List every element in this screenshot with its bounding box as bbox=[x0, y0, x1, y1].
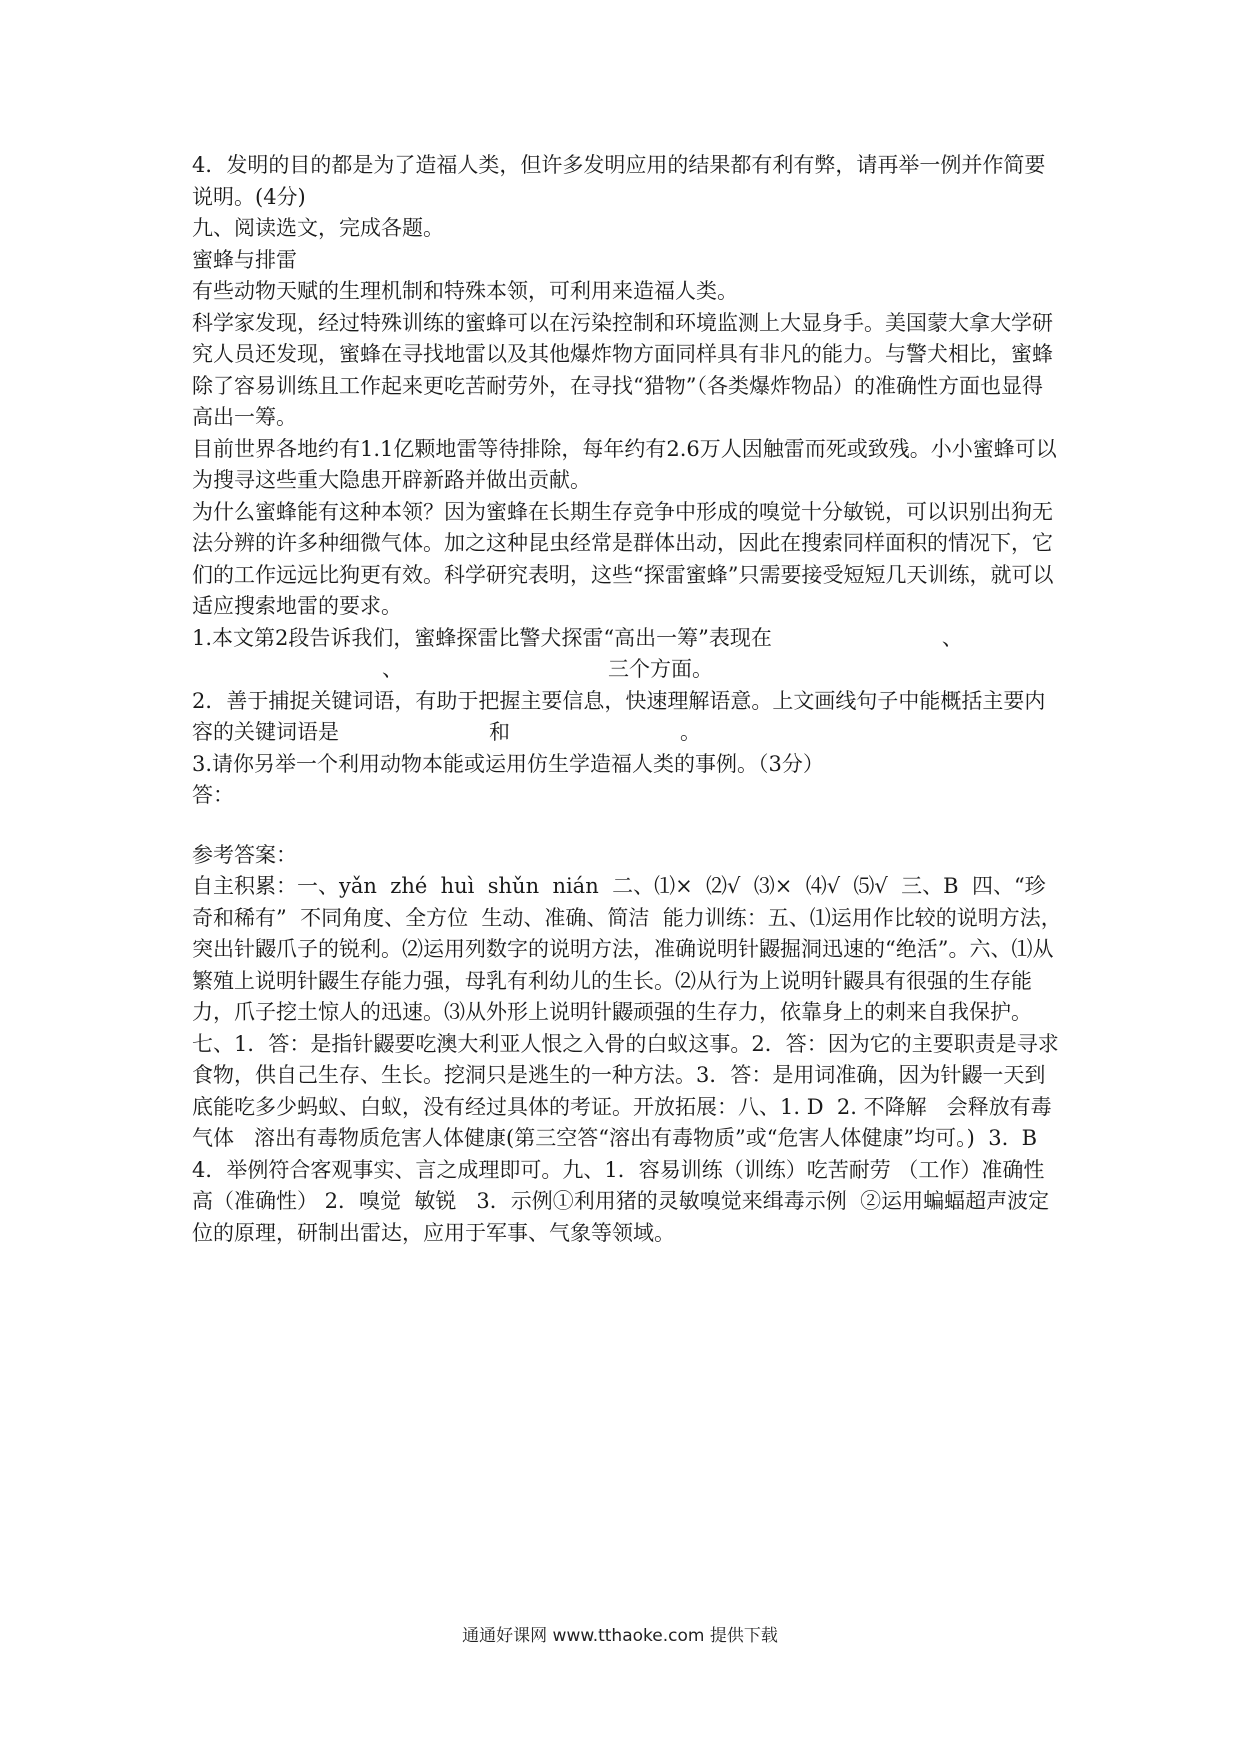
passage-paragraph-4: 为什么蜜蜂能有这种本领？因为蜜蜂在长期生存竞争中形成的嗅觉十分敏锐，可以识别出狗无法分辨的许多种细微气体。加之这种昆虫经常是群体出动，因此在搜索同样面积的情况下，它们的工作远远比狗更有效。科学研究表明，这些“探雷蜜蜂”只需要接受短短几天训练，就可以适应搜索地雷的要求。 bbox=[192, 499, 1054, 618]
question-9-2 bbox=[192, 686, 1062, 749]
question-9-2-text: 2．善于捕捉关键词语，有助于把握主要信息，快速理解语意。上文画线句子中能概括主要内容的关键词语是 bbox=[192, 688, 1046, 744]
passage-paragraph-2: 科学家发现，经过特殊训练的蜜蜂可以在污染控制和环境监测上大显身手。美国蒙大拿大学研究人员还发现，蜜蜂在寻找地雷以及其他爆炸物方面同样具有非凡的能力。与警犬相比，蜜蜂除了容易训练且工作起来更吃苦耐劳外，在寻找“猎物”（各类爆炸物品）的准确性方面也显得高出一筹。 bbox=[192, 310, 1053, 429]
question-9-2-end: 。 bbox=[680, 720, 701, 744]
reference-answers-heading: 参考答案： bbox=[192, 842, 297, 867]
question-9-3: 3.请你另举一个利用动物本能或运用仿生学造福人类的事例。（3分） bbox=[192, 751, 824, 776]
answer-label: 答： bbox=[192, 783, 234, 807]
document-body bbox=[192, 150, 1062, 1249]
question-9-1-sep-1: 、 bbox=[941, 625, 963, 650]
question-9-1-tail: 三个方面。 bbox=[608, 657, 713, 681]
reference-answers-text: 自主积累：一、yǎn zhé huì shǔn nián 二、⑴× ⑵√ ⑶× ⑷√ ⑸√ 三、B 四、“珍奇和稀有” 不同角度、全方位 生动、准确、简洁 能力训练：五、⑴运用作比较的说明方法，突出针鼹爪子的锐利。⑵运用列数字的说明方法，准确说明针鼹掘洞迅速的“绝活”。六、⑴从繁殖上说明针鼹生存能力强，母乳有利幼儿的生长。⑵从行为上说明针鼹具有很强的生存能力，爪子挖土惊人的迅速。⑶从外形上说明针鼹顽强的生存力，依靠身上的刺来自我保护。七、1．答：是指针鼹要吃澳大利亚人恨之入骨的白蚁这事。2．答：因为它的主要职责是寻求食物，供自己生存、生长。挖洞只是逃生的一种方法。3．答：是用词准确，因为针鼹一天到底能吃多少蚂蚁、白蚁，没有经过具体的考证。开放拓展：八、1. D 2. 不降解 会释放有毒气体 溶出有毒物质危害人体健康(第三空答“溶出有毒物质”或“危害人体健康”均可。) 3. B 4．举例符合客观事实、言之成理即可。九、1．容易训练（训练）吃苦耐劳 （工作）准确性高（准确性） 2．嗅觉 敏锐 3．示例①利用猪的灵敏嗅觉来缉毒示例 ②运用蝙蝠超声波定位的原理，研制出雷达，应用于军事、气象等领域。 bbox=[192, 874, 1062, 1245]
question-9-1 bbox=[192, 623, 1062, 686]
question-9-2-and: 和 bbox=[489, 720, 510, 744]
question-8-4: 4．发明的目的都是为了造福人类，但许多发明应用的结果都有利有弊，请再举一例并作简要说明。(4分) bbox=[192, 153, 1046, 209]
passage-paragraph-1: 有些动物天赋的生理机制和特殊本领，可利用来造福人类。 bbox=[192, 279, 738, 303]
section-9-heading: 九、阅读选文，完成各题。 bbox=[192, 216, 444, 240]
question-9-1-text: 1.本文第2段告诉我们，蜜蜂探雷比警犬探雷“高出一筹”表现在 bbox=[192, 625, 772, 650]
passage-title: 蜜蜂与排雷 bbox=[192, 247, 297, 272]
question-9-1-sep-2: 、 bbox=[382, 657, 403, 681]
passage-paragraph-3: 目前世界各地约有1.1亿颗地雷等待排除，每年约有2.6万人因触雷而死或致残。小小蜜蜂可以为搜寻这些重大隐患开辟新路并做出贡献。 bbox=[192, 436, 1057, 492]
page-footer: 通通好课网 www.tthaoke.com 提供下载 bbox=[462, 1626, 778, 1646]
